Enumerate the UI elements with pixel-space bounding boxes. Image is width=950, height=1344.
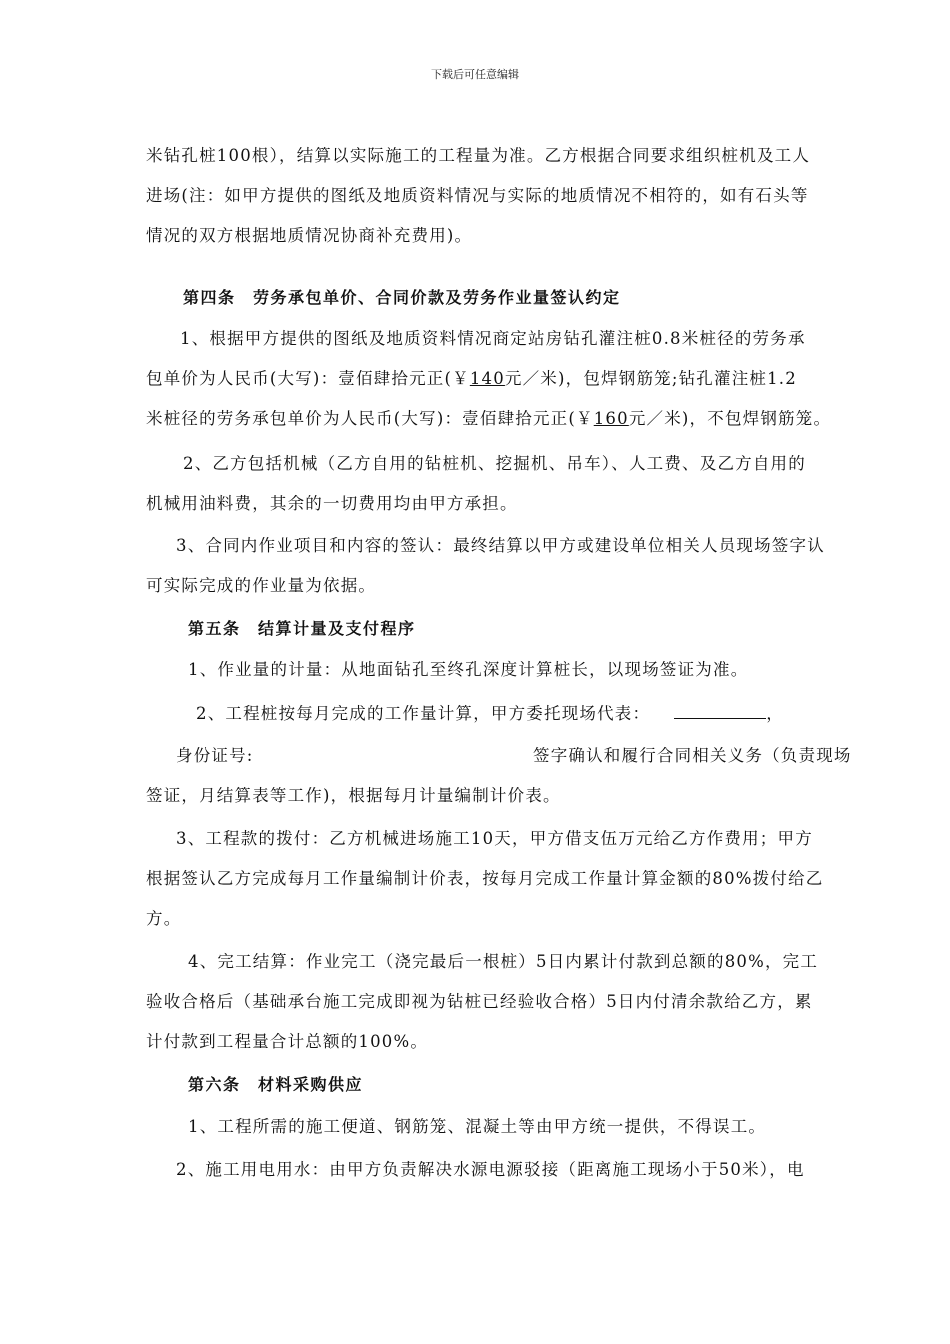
paragraph-line: 情况的双方根据地质情况协商补充费用)。	[146, 226, 473, 245]
paragraph-line: 计付款到工程量合计总额的100%。	[146, 1032, 429, 1051]
paragraph-line: 验收合格后（基础承台施工完成即视为钻桩已经验收合格）5日内付清余款给乙方，累	[146, 992, 813, 1011]
paragraph-line	[176, 742, 254, 766]
paragraph-line: 4、完工结算：作业完工（浇完最后一根桩）5日内累计付款到总额的80%，完工	[188, 952, 819, 971]
unit-price-value: 160	[593, 409, 629, 428]
paragraph-line: 方。	[146, 909, 182, 928]
paragraph-line: 1、根据甲方提供的图纸及地质资料情况商定站房钻孔灌注桩0.8米桩径的劳务承	[180, 329, 806, 348]
text-segment: 米桩径的劳务承包单价为人民币(大写)：壹佰肆拾元正(￥	[146, 409, 594, 428]
id-number-label: 身份证号:	[176, 746, 254, 765]
unit-price-value: 140	[469, 369, 505, 388]
section-heading-4: 第四条 劳务承包单价、合同价款及劳务作业量签认约定	[183, 288, 621, 307]
text-segment: 2、工程桩按每月完成的工作量计算，甲方委托现场代表：	[196, 704, 651, 723]
paragraph-line: 签证，月结算表等工作)，根据每月计量编制计价表。	[146, 786, 561, 805]
representative-blank	[674, 704, 766, 719]
section-heading-6: 第六条 材料采购供应	[188, 1075, 364, 1094]
paragraph-line	[146, 405, 831, 429]
page-header: 下载后可任意编辑	[431, 68, 519, 81]
paragraph-line: 3、工程款的拨付：乙方机械进场施工10天，甲方借支伍万元给乙方作费用；甲方	[176, 829, 813, 848]
paragraph-line: 米钻孔桩100根），结算以实际施工的工程量为准。乙方根据合同要求组织桩机及工人	[146, 146, 811, 165]
text-segment: 元／米)，包焊钢筋笼;钻孔灌注桩1.2	[504, 369, 797, 388]
section-heading-5: 第五条 结算计量及支付程序	[188, 619, 416, 638]
paragraph-line: 2、乙方包括机械（乙方自用的钻桩机、挖掘机、吊车）、人工费、及乙方自用的	[183, 454, 806, 473]
paragraph-line: 2、施工用电用水：由甲方负责解决水源电源驳接（距离施工现场小于50米），电	[176, 1160, 805, 1179]
paragraph-line: 1、工程所需的施工便道、钢筋笼、混凝土等由甲方统一提供，不得误工。	[188, 1117, 767, 1136]
paragraph-line	[196, 700, 784, 724]
paragraph-line: 根据签认乙方完成每月工作量编制计价表，按每月完成工作量计算金额的80%拨付给乙	[146, 869, 824, 888]
paragraph-line: 3、合同内作业项目和内容的签认：最终结算以甲方或建设单位相关人员现场签字认	[176, 536, 825, 555]
paragraph-line: 可实际完成的作业量为依据。	[146, 576, 377, 595]
paragraph-line: 进场(注：如甲方提供的图纸及地质资料情况与实际的地质情况不相符的，如有石头等	[146, 186, 809, 205]
text-segment: 元／米)，不包焊钢筋笼。	[628, 409, 832, 428]
paragraph-line: 机械用油料费，其余的一切费用均由甲方承担。	[146, 494, 518, 513]
text-segment: ，	[766, 704, 784, 723]
paragraph-line	[146, 365, 797, 389]
text-segment: 包单价为人民币(大写)：壹佰肆拾元正(￥	[146, 369, 470, 388]
paragraph-line: 1、作业量的计量：从地面钻孔至终孔深度计算桩长，以现场签证为准。	[188, 660, 749, 679]
paragraph-line: 签字确认和履行合同相关义务（负责现场	[533, 746, 852, 765]
